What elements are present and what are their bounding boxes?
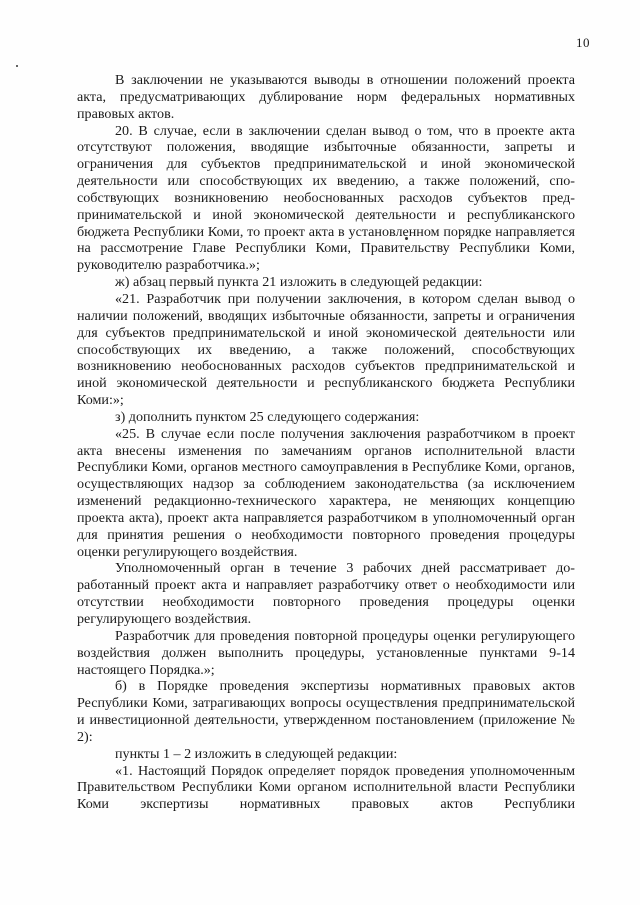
paragraph: б) в Порядке проведения экспертизы нормативных правовых актов Республики Коми, затрагивающих вопросы осуществления предпринимательской и инвестиционной деятельности, утвержденном постановлением (приложение № 2):	[77, 678, 575, 745]
paragraph: «21. Разработчик при получении заключения, в котором сделан вывод о наличии положений, вводящих избыточные обязанности, запреты и ограничения для субъектов предпринимательской и иной экономической деятельности или способствующих их введению, а также положений, способствующих возникновению необоснованных расходов субъектов предпринимательской и иной экономической деятельности и республиканского бюджета Республики Коми:»;	[77, 290, 575, 409]
document-body	[77, 72, 575, 813]
scan-speck	[16, 65, 18, 67]
paragraph: «25. В случае если после получения заключения разработчиком в проект акта внесены изменения по замечаниям органов исполнительной власти Республики Коми, органов местного самоуправления в Республике Коми, органов, осуществляющих надзор за соблюдением законодательства (за исключением изменений редакционно-технического характера, не меняющих концепцию проекта акта), проект акта направляется разработчиком в уполномоченный орган для принятия решения о необходимости повторного проведения процедуры оценки регулирующего воздействия.	[77, 425, 575, 560]
paragraph: «1. Настоящий Порядок определяет порядок проведения уполномоченным Правительством Республики Коми органом исполнительной власти Республики Коми экспертизы нормативных правовых актов Республики	[77, 762, 575, 813]
paragraph: Уполномоченный орган в течение 3 рабочих дней рассматривает доработанный проект акта и направляет разработчику ответ о необходимости или отсутствии необходимости повторного проведения процедуры оценки регулирующего воздействия.	[77, 560, 575, 627]
paragraph: Разработчик для проведения повторной процедуры оценки регулирующего воздействия должен выполнить процедуры, установленные пунктами 9-14 настоящего Порядка.»;	[77, 627, 575, 678]
page-number: 10	[576, 35, 590, 50]
paragraph: В заключении не указываются выводы в отношении положений проекта акта, предусматривающих дублирование норм федеральных нормативных правовых актов.	[77, 72, 575, 122]
paragraph: 20. В случае, если в заключении сделан вывод о том, что в проекте акта отсутствуют положения, вводящие избыточные обязанности, запреты и ограничения для субъектов предпринимательской и иной экономической деятельности или способствующих их введению, а также положений, способствующих возникновению необоснованных расходов субъектов предпринимательской и иной экономической деятельности и республиканского бюджета Республики Коми, то проект акта в установленном порядке направляется на рассмотрение Главе Республики Коми, Правительству Республики Коми, руководителю разработчика.»;	[77, 122, 575, 274]
paragraph: з) дополнить пунктом 25 следующего содержания:	[115, 408, 420, 425]
paragraph: ж) абзац первый пункта 21 изложить в следующей редакции:	[115, 274, 483, 291]
paragraph: пункты 1 – 2 изложить в следующей редакции:	[115, 745, 398, 762]
